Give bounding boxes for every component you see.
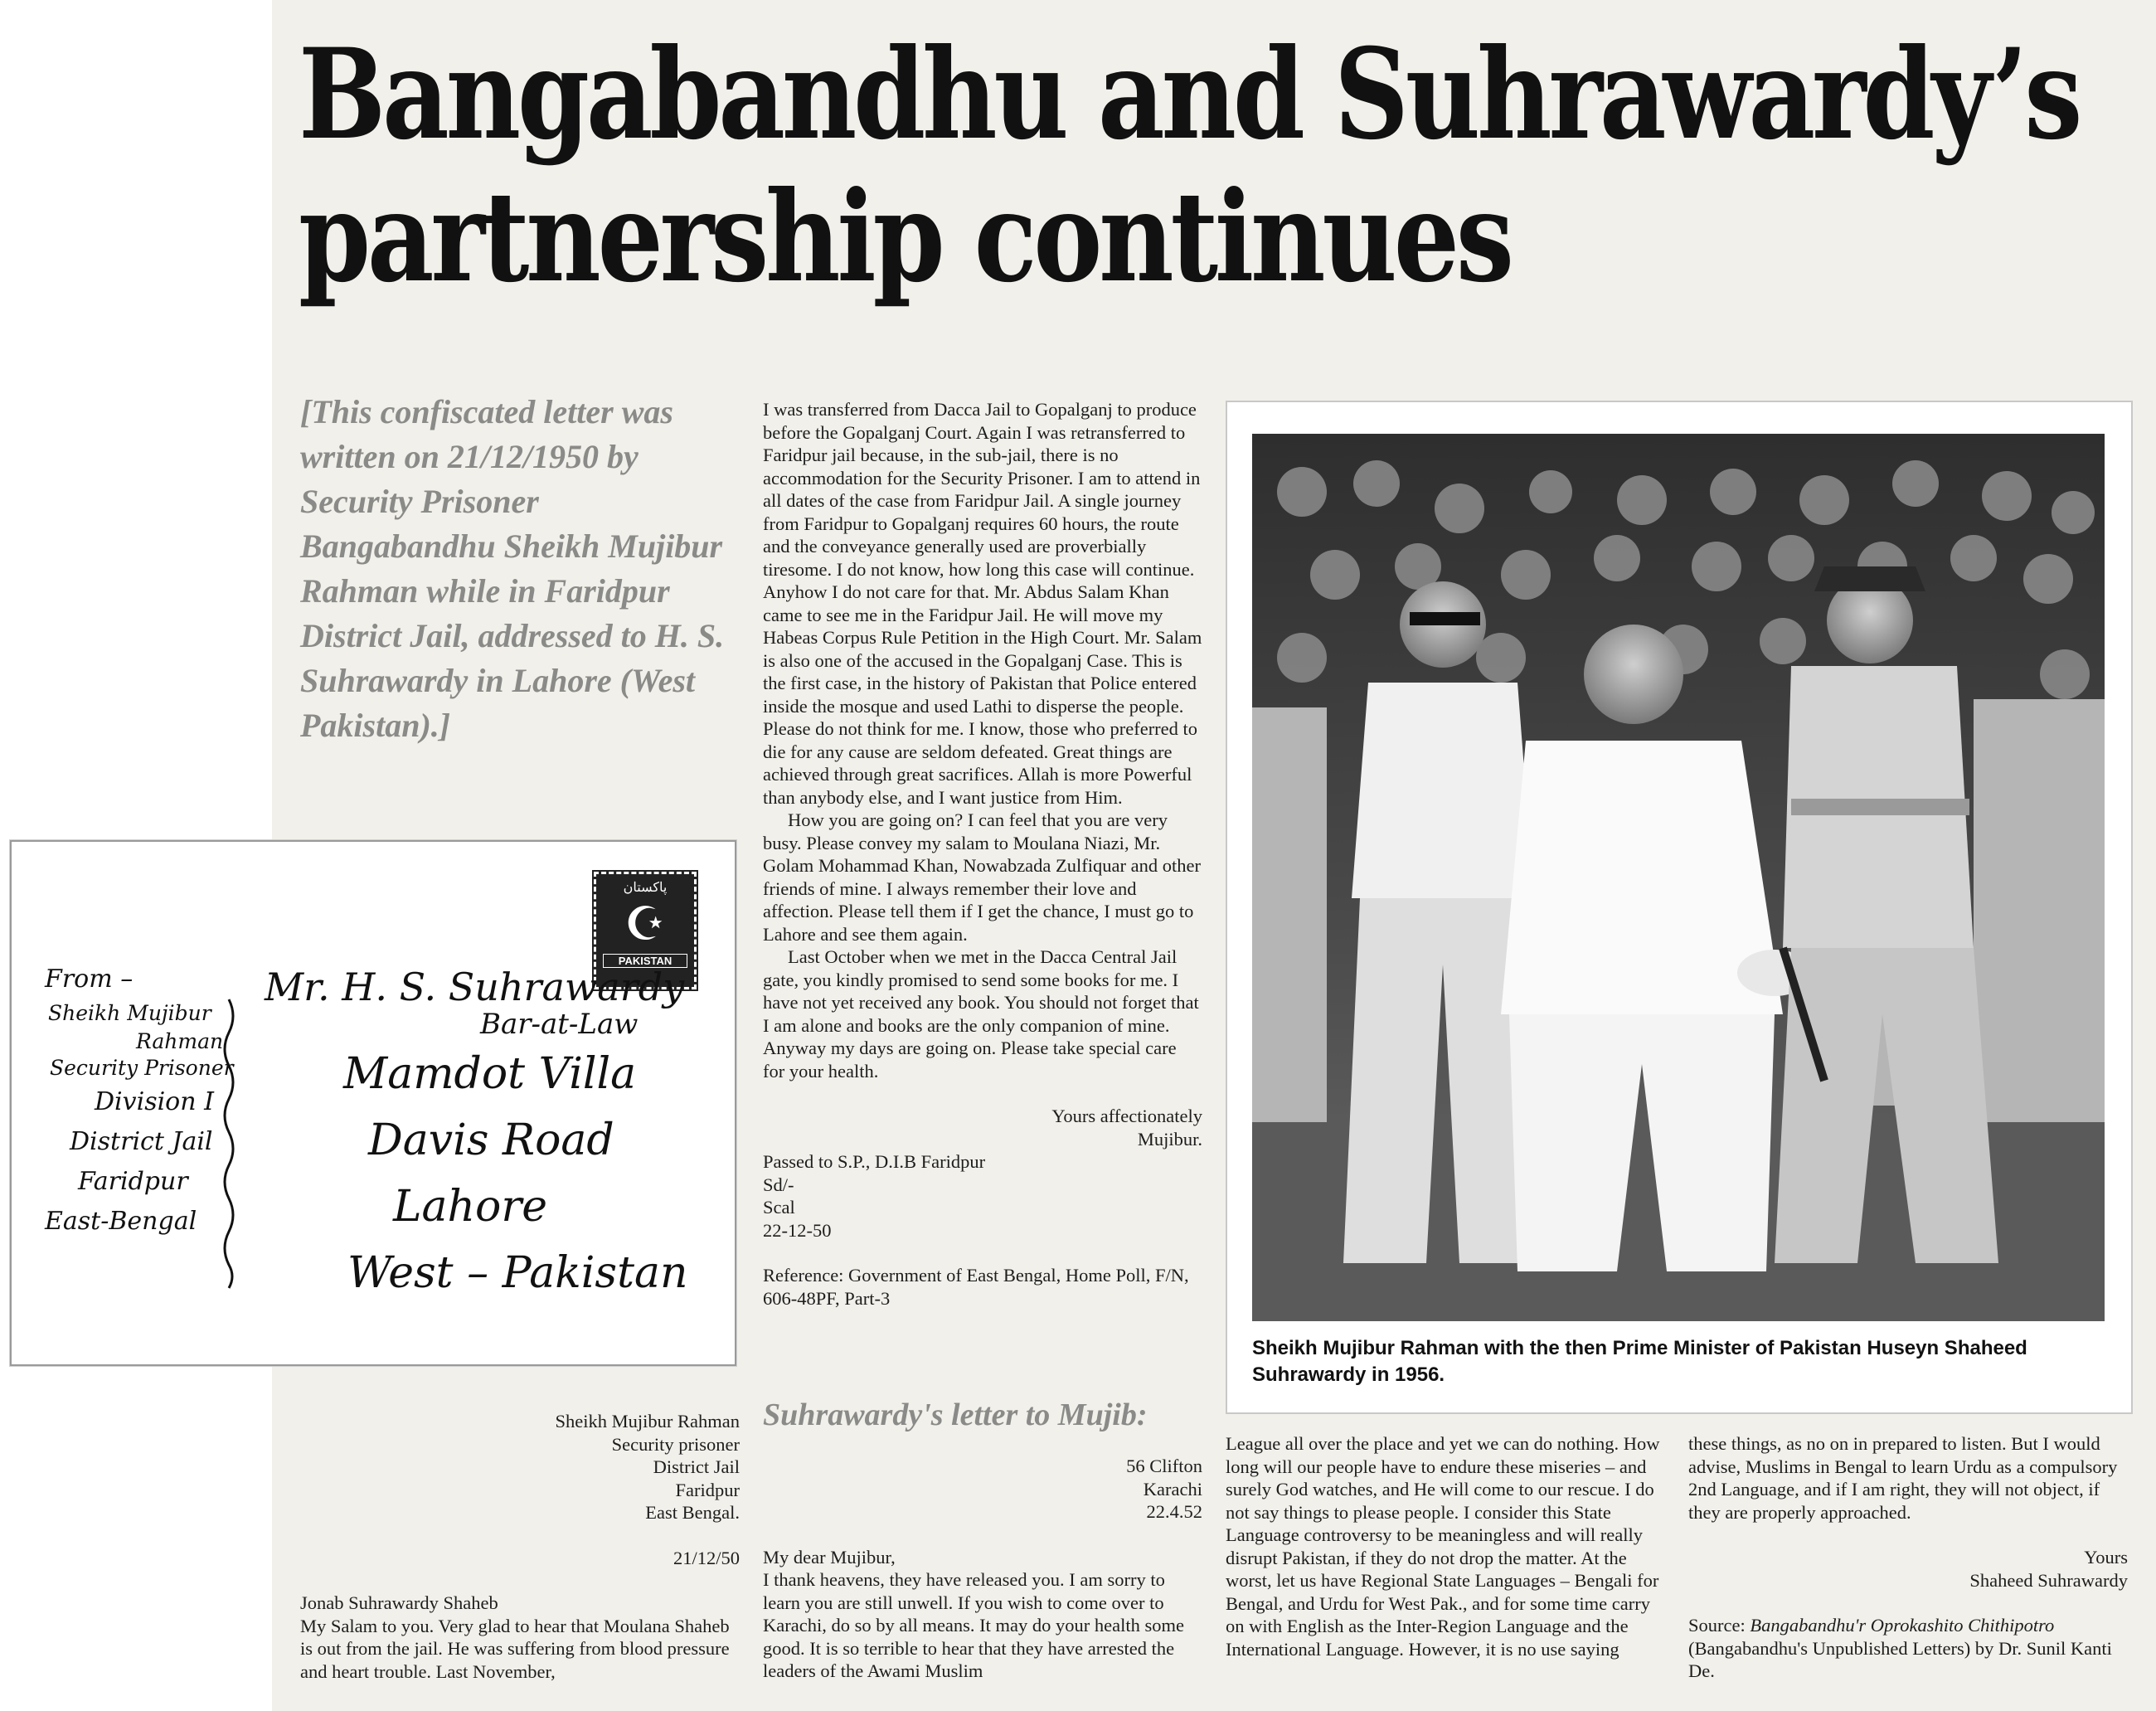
letter1-reference: Reference: Government of East Bengal, Home Poll, F/N, 606-48PF, Part-3 <box>763 1265 1189 1309</box>
from-line: Division I <box>95 1087 214 1116</box>
photo-frame <box>1226 401 2133 1414</box>
from-line: From – <box>45 965 134 994</box>
from-line: Faridpur <box>78 1167 188 1196</box>
sender-line: Security prisoner <box>611 1433 740 1455</box>
from-line: District Jail <box>70 1127 213 1156</box>
stamp-urdu-text: پاکستان <box>623 881 668 895</box>
letter1-column-2 <box>763 398 1202 1310</box>
crescent-star-icon: ☪ <box>624 899 667 950</box>
source-credit: Source: Bangabandhu'r Oprokashito Chithipotro (Bangabandhu's Unpublished Letters) by Dr. Sunil Kanti De. <box>1688 1615 2112 1681</box>
headline <box>299 22 2080 310</box>
headline-line-2: partnership continues <box>299 164 1511 310</box>
to-line: Mamdot Villa <box>343 1049 637 1099</box>
letter1-signature: Mujibur. <box>1137 1128 1202 1150</box>
letter2-signature: Shaheed Suhrawardy <box>1969 1569 2128 1591</box>
passed-line: 22-12-50 <box>763 1219 832 1241</box>
to-line: West – Pakistan <box>347 1248 688 1298</box>
archival-photo <box>1252 434 2105 1321</box>
to-line: Mr. H. S. Suhrawardy <box>265 965 685 1009</box>
to-line: Bar-at-Law <box>480 1008 639 1041</box>
sender-block <box>300 1410 740 1524</box>
headline-line-1: Bangabandhu and Suhrawardy’s <box>299 22 2080 168</box>
letter1-paragraph: Last October when we met in the Dacca Central Jail gate, you kindly promised to send some books for me. I have not yet received any book. You should not forget that I am alone and books are the only companion of mine. Anyway my days are going on. Please take special care for your health. <box>763 946 1199 1082</box>
letter1-column-1 <box>300 1410 740 1683</box>
deck-intro: [This confiscated letter was written on 21/12/1950 by Security Prisoner Bangabandhu Sheikh Mujibur Rahman while in Faridpur District Jail, addressed to H. S. Suhrawardy in Lahore (West Pakistan).] <box>300 393 725 744</box>
letter1-paragraph: How you are going on? I can feel that you are very busy. Please convey my salam to Moulana Niazi, Mr. Golam Mohammad Khan, Nowabzada Zulfiquar and other friends of mine. I always remember their love and affection. Please tell them if I get the chance, I must go to Lahore and see them again. <box>763 809 1201 945</box>
letter2-column-1 <box>763 1455 1202 1683</box>
letter2-subhead: Suhrawardy's letter to Mujib: <box>763 1397 1148 1432</box>
sender-line: Faridpur <box>675 1479 740 1500</box>
passed-line: Scal <box>763 1197 795 1218</box>
letter2-column-2 <box>1226 1432 1665 1660</box>
from-line: East-Bengal <box>45 1207 197 1236</box>
letter2-address <box>763 1455 1202 1524</box>
letter2-signoff: Yours <box>2084 1547 2128 1568</box>
letter1-paragraph: I was transferred from Dacca Jail to Gopalganj to produce before the Gopalganj Court. Again I was retransferred to Faridpur jail because, in the sub-jail, there is no accommodation for the Security Prisoner. I am to attend in all dates of the case from Faridpur Jail. A single journey from Faridpur to Gopalganj requires 60 hours, the route and the conveyance generally used are proverbially tiresome. I do not know, how long this case will continue. Anyhow I do not care for that. Mr. Abdus Salam Khan came to see me in the Faridpur Jail. He will move my Habeas Corpus Rule Petition in the High Court. Mr. Salam is also one of the accused in the Gopalganj Case. This is the first case, in the history of Pakistan that Police entered inside the mosque and used Lathi to disperse the people. Please do not think for me. I know, those who preferred to die for any cause are seldom defeated. Great things are achieved through great sacrifices. Allah is more Powerful than anybody else, and I want justice from Him. <box>763 399 1202 808</box>
to-line: Lahore <box>393 1182 547 1232</box>
address-line: 56 Clifton <box>1126 1456 1202 1476</box>
letter2-body: I thank heavens, they have released you. I am sorry to learn you are still unwell. If you wish to come over to Karachi, do so by all means. It may do your health some good. It is so terrible to hear that they have arrested the leaders of the Awami Muslim <box>763 1569 1184 1681</box>
photo-caption: Sheikh Mujibur Rahman with the then Prime Minister of Pakistan Huseyn Shaheed Suhrawardy in 1956. <box>1252 1337 2027 1386</box>
letter2-body: League all over the place and yet we can do nothing. How long will our people have to endure these miseries – and surely God watches, and He will come to our rescue. I do not say things to please people. I consider this State Language controversy to be meaningless and will really disrupt Pakistan, if they do not drop the matter. At the worst, let us have Regional State Languages – Bengali for Bengal, and Urdu for West Pak., and for some time carry on with English as the Inter-Region Language and the International Language. However, it is no use saying <box>1226 1433 1660 1660</box>
address-line: Karachi <box>1143 1478 1202 1500</box>
source-book-title: Bangabandhu'r Oprokashito Chithipotro <box>1750 1615 2055 1636</box>
letter1-signoff: Yours affectionately <box>1051 1106 1202 1126</box>
sender-line: Sheikh Mujibur Rahman <box>555 1411 740 1432</box>
stamp-country: PAKISTAN <box>603 954 687 968</box>
sender-line: District Jail <box>653 1456 740 1477</box>
letter2-body: these things, as no on in prepared to listen. But I would advise, Muslims in Bengal to learn Urdu as a compulsory 2nd Language, and if I am right, they will not object, if they are properly approached. <box>1688 1433 2118 1523</box>
letter1-body-start: My Salam to you. Very glad to hear that Moulana Shaheb is out from the jail. He was suffering from blood pressure and heart trouble. Last November, <box>300 1615 730 1682</box>
letter2-column-3 <box>1688 1432 2128 1683</box>
from-line: Sheikh Mujibur <box>48 1001 211 1025</box>
to-line: Davis Road <box>368 1116 614 1165</box>
letter1-date: 21/12/50 <box>673 1547 740 1568</box>
sender-line: East Bengal. <box>645 1502 740 1523</box>
from-line: Security Prisoner <box>50 1056 234 1080</box>
letter1-salutation: Jonab Suhrawardy Shaheb <box>300 1592 498 1613</box>
from-line: Rahman <box>136 1029 224 1053</box>
passed-line: Sd/- <box>763 1174 794 1195</box>
passed-line: Passed to S.P., D.I.B Faridpur <box>763 1151 986 1172</box>
letter2-salutation: My dear Mujibur, <box>763 1546 896 1568</box>
envelope-image <box>10 840 736 1366</box>
address-line: 22.4.52 <box>1146 1501 1202 1522</box>
